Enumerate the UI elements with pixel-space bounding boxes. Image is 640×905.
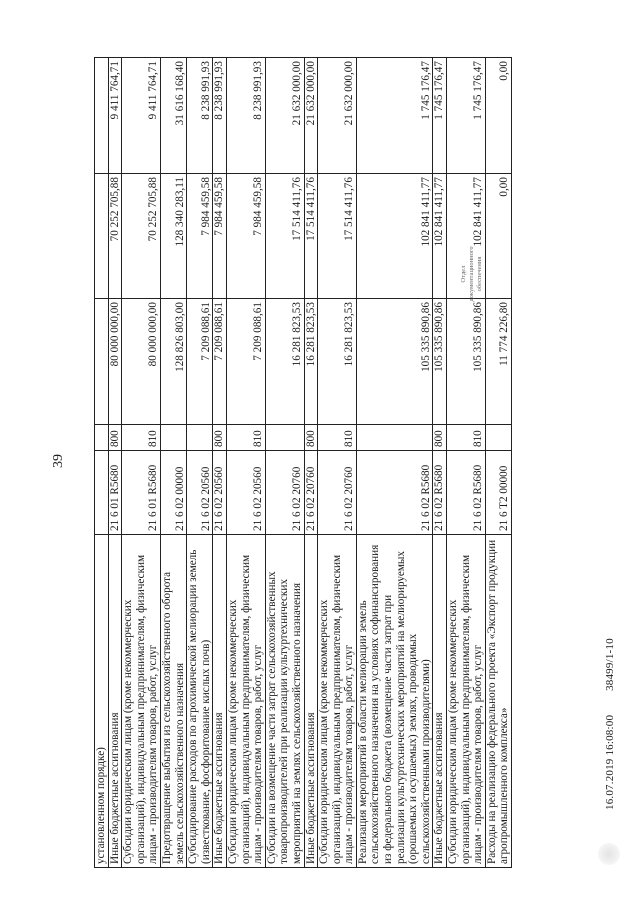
cell-vr: 810 (122, 425, 161, 451)
cell-v1: 16 281 823,53 (265, 299, 304, 425)
cell-v2: 70 252 705,88 (108, 174, 122, 299)
cell-vr (356, 425, 433, 451)
department-stamp: Отдел документационного обеспечения (460, 246, 483, 302)
cell-v3: 21 632 000,00 (318, 58, 357, 174)
table-row (485, 58, 511, 868)
cell-vr: 800 (213, 425, 227, 451)
cell-vr (485, 425, 511, 451)
cell-v2: 102 841 411,77 (433, 174, 447, 299)
cell-csr: 21 6 02 R5680 (433, 451, 447, 535)
cell-name: Субсидии юридическим лицам (кроме некоммерческих организаций), индивидуальным предпринимателям, физическим лицам - производителям товаров, работ, услуг (226, 535, 265, 868)
table-row (122, 58, 161, 868)
cell-csr: 21 6 01 R5680 (122, 451, 161, 535)
cell-v3: 21 632 000,00 (265, 58, 304, 174)
cell-v3: 8 238 991,93 (213, 58, 227, 174)
cell-vr: 800 (108, 425, 122, 451)
cell-v3: 31 616 168,40 (160, 58, 186, 174)
cell-vr (160, 425, 186, 451)
cell-v3: 9 411 764,71 (108, 58, 122, 174)
cell-name: Иные бюджетные ассигнования (213, 535, 227, 868)
cell-vr (265, 425, 304, 451)
cell-v3: 1 745 176,47 (447, 58, 486, 174)
cell-v1: 16 281 823,53 (318, 299, 357, 425)
cell-v1: 105 335 890,86 (447, 299, 486, 425)
cell-name: Расходы на реализацию федерального проекта «Экспорт продукции агропромышленного комплекса» (485, 535, 511, 868)
cell-name: Субсидии юридическим лицам (кроме некоммерческих организаций), индивидуальным предпринимателям, физическим лицам - производителям товаров, работ, услуг (447, 535, 486, 868)
budget-table (94, 57, 512, 868)
cell-v3 (95, 58, 109, 174)
cell-v2: 17 514 411,76 (318, 174, 357, 299)
table-row (213, 58, 227, 868)
cell-csr: 21 6 02 R5680 (447, 451, 486, 535)
cell-v3: 8 238 991,93 (226, 58, 265, 174)
cell-csr: 21 6 02 00000 (160, 451, 186, 535)
cell-name: Субсидирование расходов по агрохимической мелиорации земель (известкование, фосфоритование кислых почв) (187, 535, 213, 868)
cell-csr: 21 6 02 20760 (304, 451, 318, 535)
cell-name: Субсидии на возмещение части затрат сельскохозяйственных товаропроизводителей при реализации культуртехнических мероприятий на землях сельскохозяйственного назначения (265, 535, 304, 868)
cell-v3: 0,00 (485, 58, 511, 174)
cell-csr: 21 6 02 20560 (187, 451, 213, 535)
footer-document-code: 38499/1-10 (604, 638, 616, 691)
cell-v3: 21 632 000,00 (304, 58, 318, 174)
table-row (356, 58, 433, 868)
cell-v1: 7 209 088,61 (213, 299, 227, 425)
budget-table-body (95, 58, 512, 868)
cell-v2: 102 841 411,77 (356, 174, 433, 299)
cell-vr: 800 (433, 425, 447, 451)
cell-v1: 16 281 823,53 (304, 299, 318, 425)
cell-csr: 21 6 02 20560 (226, 451, 265, 535)
cell-name: Субсидии юридическим лицам (кроме некоммерческих организаций), индивидуальным предпринимателям, физическим лицам - производителям товаров, работ, услуг (318, 535, 357, 868)
cell-v3: 1 745 176,47 (356, 58, 433, 174)
cell-name: Иные бюджетные ассигнования (433, 535, 447, 868)
cell-csr: 21 6 02 20760 (265, 451, 304, 535)
cell-v2: 17 514 411,76 (265, 174, 304, 299)
table-row (318, 58, 357, 868)
cell-vr (187, 425, 213, 451)
corner-seal-mark (598, 843, 620, 865)
cell-vr: 810 (318, 425, 357, 451)
cell-name: Иные бюджетные ассигнования (108, 535, 122, 868)
cell-v1: 105 335 890,86 (433, 299, 447, 425)
cell-v2: 128 340 283,11 (160, 174, 186, 299)
cell-v2: 7 984 459,58 (213, 174, 227, 299)
footer-timestamp: 16.07.2019 16:08:00 (604, 714, 616, 810)
cell-v2: 70 252 705,88 (122, 174, 161, 299)
cell-v2: 17 514 411,76 (304, 174, 318, 299)
table-row (226, 58, 265, 868)
cell-v2: 0,00 (485, 174, 511, 299)
cell-v1: 80 000 000,00 (108, 299, 122, 425)
cell-v3: 9 411 764,71 (122, 58, 161, 174)
cell-v2: 7 984 459,58 (187, 174, 213, 299)
cell-csr: 21 6 02 20560 (213, 451, 227, 535)
cell-v1: 128 826 803,00 (160, 299, 186, 425)
cell-csr: 21 6 02 20760 (318, 451, 357, 535)
cell-name: Субсидии юридическим лицам (кроме некоммерческих организаций), индивидуальным предпринимателям, физическим лицам - производителям товаров, работ, услуг (122, 535, 161, 868)
table-row (304, 58, 318, 868)
table-row (447, 58, 486, 868)
cell-v2: 7 984 459,58 (226, 174, 265, 299)
cell-v1: 105 335 890,86 (356, 299, 433, 425)
table-row (95, 58, 109, 868)
cell-vr: 810 (226, 425, 265, 451)
cell-v1: 80 000 000,00 (122, 299, 161, 425)
cell-v2: 102 841 411,77 (447, 174, 486, 299)
cell-v1: 11 774 226,80 (485, 299, 511, 425)
table-row (108, 58, 122, 868)
document-footer (604, 638, 616, 810)
cell-csr: 21 6 02 R5680 (356, 451, 433, 535)
table-row (187, 58, 213, 868)
cell-vr: 800 (304, 425, 318, 451)
cell-csr: 21 6 01 R5680 (108, 451, 122, 535)
cell-v2 (95, 174, 109, 299)
cell-v1 (95, 299, 109, 425)
page-number: 39 (51, 454, 66, 468)
cell-v3: 8 238 991,93 (187, 58, 213, 174)
cell-name: Иные бюджетные ассигнования (304, 535, 318, 868)
cell-name: Предотвращение выбытия из сельскохозяйственного оборота земель сельскохозяйственного назначения (160, 535, 186, 868)
cell-v1: 7 209 088,61 (187, 299, 213, 425)
cell-v3: 1 745 176,47 (433, 58, 447, 174)
cell-vr (95, 425, 109, 451)
table-row (160, 58, 186, 868)
cell-name: Реализация мероприятий в области мелиорации земель сельскохозяйственного назначения на условиях софинансирования из федерального бюджета (возмещение части затрат при реализации культуртехнических мероприятий на мелиорируемых (орошаемых и осушаемых) землях, проводимых сельскохозяйственными производителями) (356, 535, 433, 868)
table-row (265, 58, 304, 868)
cell-csr: 21 6 T2 00000 (485, 451, 511, 535)
table-row (433, 58, 447, 868)
cell-name: установленном порядке) (95, 535, 109, 868)
cell-vr: 810 (447, 425, 486, 451)
cell-csr (95, 451, 109, 535)
cell-v1: 7 209 088,61 (226, 299, 265, 425)
